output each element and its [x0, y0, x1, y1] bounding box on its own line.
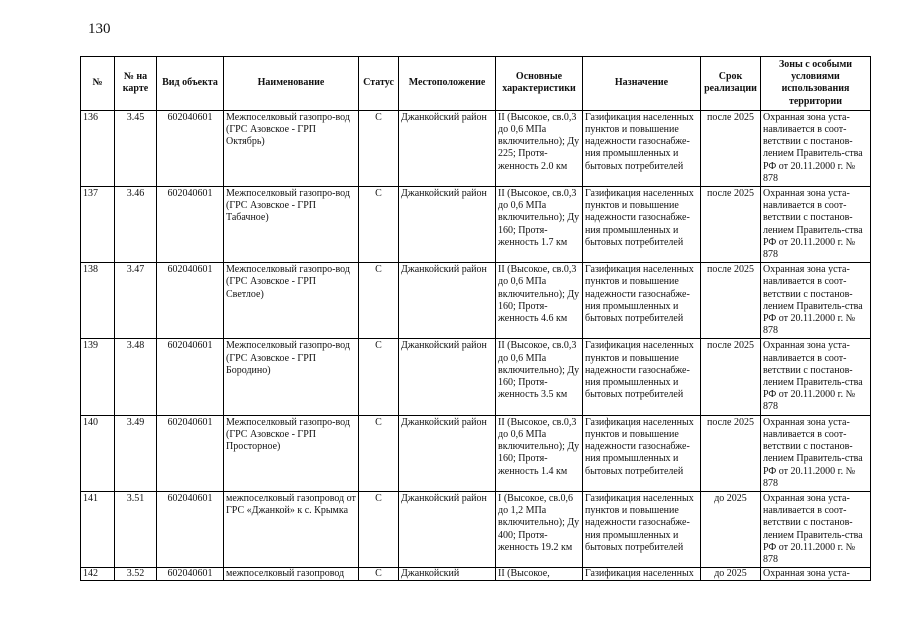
cell-characteristics: II (Высокое,: [496, 568, 583, 581]
header-location: Местоположение: [399, 57, 496, 111]
cell-number: 138: [81, 263, 115, 339]
cell-characteristics: II (Высокое, св.0,3 до 0,6 МПа включительно); Ду 160; Протя-женность 4.6 км: [496, 263, 583, 339]
cell-status: С: [359, 187, 399, 263]
cell-zones: Охранная зона уста-навливается в соот-ветствии с постанов-лением Правитель-ства РФ от 20.11.2000 г. № 878: [761, 491, 871, 567]
cell-number: 137: [81, 187, 115, 263]
document-table: [80, 56, 871, 581]
cell-purpose: Газификация населенных пунктов и повышение надежности газоснабже-ния промышленных и бытовых потребителей: [583, 491, 701, 567]
cell-zones: Охранная зона уста-навливается в соот-ветствии с постанов-лением Правитель-ства РФ от 20.11.2000 г. № 878: [761, 110, 871, 186]
cell-zones: Охранная зона уста-: [761, 568, 871, 581]
cell-location: Джанкойский: [399, 568, 496, 581]
cell-characteristics: I (Высокое, св.0,6 до 1,2 МПа включительно); Ду 400; Протя-женность 19.2 км: [496, 491, 583, 567]
cell-map-number: 3.47: [115, 263, 157, 339]
cell-purpose: Газификация населенных пунктов и повышение надежности газоснабже-ния промышленных и бытовых потребителей: [583, 415, 701, 491]
cell-purpose: Газификация населенных пунктов и повышение надежности газоснабже-ния промышленных и бытовых потребителей: [583, 339, 701, 415]
cell-deadline: до 2025: [701, 491, 761, 567]
cell-number: 139: [81, 339, 115, 415]
cell-deadline: после 2025: [701, 339, 761, 415]
cell-map-number: 3.52: [115, 568, 157, 581]
cell-location: Джанкойский район: [399, 491, 496, 567]
table-row: [81, 263, 871, 339]
table-row: [81, 491, 871, 567]
cell-name: межпоселковый газопровод: [224, 568, 359, 581]
cell-purpose: Газификация населенных пунктов и повышение надежности газоснабже-ния промышленных и бытовых потребителей: [583, 263, 701, 339]
cell-name: Межпоселковый газопро-вод (ГРС Азовское - ГРП Светлое): [224, 263, 359, 339]
cell-number: 141: [81, 491, 115, 567]
cell-object-type: 602040601: [157, 187, 224, 263]
cell-map-number: 3.48: [115, 339, 157, 415]
cell-map-number: 3.45: [115, 110, 157, 186]
table-row: [81, 415, 871, 491]
cell-number: 140: [81, 415, 115, 491]
header-number: №: [81, 57, 115, 111]
cell-status: С: [359, 263, 399, 339]
cell-map-number: 3.46: [115, 187, 157, 263]
page-number: 130: [88, 21, 111, 37]
cell-status: С: [359, 568, 399, 581]
cell-zones: Охранная зона уста-навливается в соот-ветствии с постанов-лением Правитель-ства РФ от 20.11.2000 г. № 878: [761, 339, 871, 415]
cell-characteristics: II (Высокое, св.0,3 до 0,6 МПа включительно); Ду 225; Протя-женность 2.0 км: [496, 110, 583, 186]
cell-purpose: Газификация населенных: [583, 568, 701, 581]
cell-name: Межпоселковый газопро-вод (ГРС Азовское - ГРП Бородино): [224, 339, 359, 415]
cell-purpose: Газификация населенных пунктов и повышение надежности газоснабже-ния промышленных и бытовых потребителей: [583, 187, 701, 263]
cell-status: С: [359, 110, 399, 186]
cell-deadline: после 2025: [701, 415, 761, 491]
cell-deadline: после 2025: [701, 187, 761, 263]
cell-object-type: 602040601: [157, 491, 224, 567]
header-object-type: Вид объекта: [157, 57, 224, 111]
cell-zones: Охранная зона уста-навливается в соот-ветствии с постанов-лением Правитель-ства РФ от 20.11.2000 г. № 878: [761, 263, 871, 339]
cell-status: С: [359, 415, 399, 491]
cell-characteristics: II (Высокое, св.0,3 до 0,6 МПа включительно); Ду 160; Протя-женность 3.5 км: [496, 339, 583, 415]
document-table-container: [80, 56, 870, 580]
table-row: [81, 187, 871, 263]
cell-location: Джанкойский район: [399, 110, 496, 186]
cell-purpose: Газификация населенных пунктов и повышение надежности газоснабже-ния промышленных и бытовых потребителей: [583, 110, 701, 186]
cell-deadline: после 2025: [701, 110, 761, 186]
table-row: [81, 110, 871, 186]
cell-map-number: 3.49: [115, 415, 157, 491]
cell-zones: Охранная зона уста-навливается в соот-ветствии с постанов-лением Правитель-ства РФ от 20.11.2000 г. № 878: [761, 187, 871, 263]
header-characteristics: Основные характеристики: [496, 57, 583, 111]
table-row: [81, 339, 871, 415]
cell-number: 136: [81, 110, 115, 186]
cell-name: межпоселковый газопровод от ГРС «Джанкой» к с. Крымка: [224, 491, 359, 567]
header-map-number: № на карте: [115, 57, 157, 111]
cell-deadline: до 2025: [701, 568, 761, 581]
header-status: Статус: [359, 57, 399, 111]
cell-map-number: 3.51: [115, 491, 157, 567]
cell-object-type: 602040601: [157, 339, 224, 415]
cell-number: 142: [81, 568, 115, 581]
header-name: Наименование: [224, 57, 359, 111]
cell-object-type: 602040601: [157, 568, 224, 581]
cell-status: С: [359, 491, 399, 567]
cell-characteristics: II (Высокое, св.0,3 до 0,6 МПа включительно); Ду 160; Протя-женность 1.4 км: [496, 415, 583, 491]
cell-name: Межпоселковый газопро-вод (ГРС Азовское - ГРП Просторное): [224, 415, 359, 491]
cell-object-type: 602040601: [157, 415, 224, 491]
cell-zones: Охранная зона уста-навливается в соот-ветствии с постанов-лением Правитель-ства РФ от 20.11.2000 г. № 878: [761, 415, 871, 491]
header-deadline: Срок реализации: [701, 57, 761, 111]
cell-location: Джанкойский район: [399, 263, 496, 339]
cell-location: Джанкойский район: [399, 187, 496, 263]
cell-object-type: 602040601: [157, 263, 224, 339]
cell-location: Джанкойский район: [399, 415, 496, 491]
cell-name: Межпоселковый газопро-вод (ГРС Азовское - ГРП Октябрь): [224, 110, 359, 186]
cell-object-type: 602040601: [157, 110, 224, 186]
cell-deadline: после 2025: [701, 263, 761, 339]
header-purpose: Назначение: [583, 57, 701, 111]
cell-location: Джанкойский район: [399, 339, 496, 415]
cell-status: С: [359, 339, 399, 415]
table-header-row: [81, 57, 871, 111]
cell-name: Межпоселковый газопро-вод (ГРС Азовское - ГРП Табачное): [224, 187, 359, 263]
table-row-partial: [81, 568, 871, 581]
header-zones: Зоны с особыми условиями использования территории: [761, 57, 871, 111]
cell-characteristics: II (Высокое, св.0,3 до 0,6 МПа включительно); Ду 160; Протя-женность 1.7 км: [496, 187, 583, 263]
